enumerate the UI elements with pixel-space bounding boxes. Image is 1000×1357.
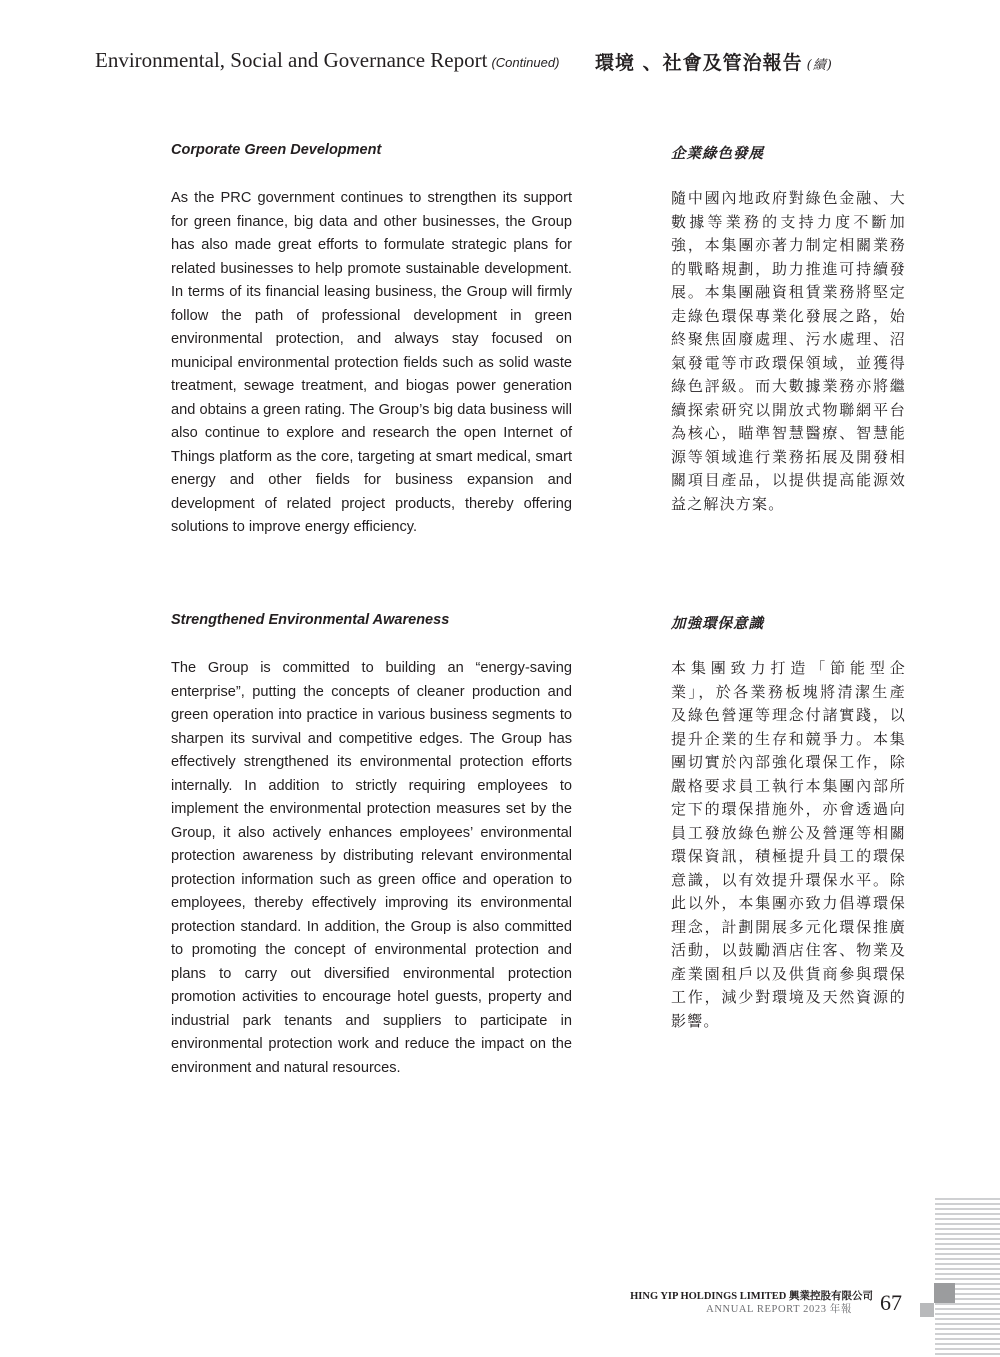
paragraph-en: The Group is committed to building an “energy-saving enterprise”, putting the concepts of cleaner production and green operation into practice in various business segments to sharpen its survival and competitive edges. The Group has effectively strengthened its environmental protection efforts internally. In addition to strictly requiring employees to implement the environmental protection measures set by the Group, it also actively enhances employees’ environmental protection awareness by distributing relevant environmental protection information such as green office and operation to employees, thereby effectively improving its environmental protection standard. In addition, the Group is also committed to promoting the concept of environmental protection and plans to carry out diversified environmental protection promotion activities to encourage hotel guests, property and industrial park tenants and suppliers to participate in environmental protection work and reduce the impact on the environment and natural resources.	[171, 660, 572, 1076]
section-body-en-corporate-green	[171, 187, 572, 540]
section-heading: Strengthened Environmental Awareness	[171, 612, 450, 628]
section-body-zh-corporate-green	[671, 187, 906, 516]
paragraph-en: As the PRC government continues to strengthen its support for green finance, big data and other businesses, the Group has also made great efforts to formulate strategic plans for related businesses to help promote sustainable development. In terms of its financial leasing business, the Group will firmly follow the path of professional development in green environmental protection, and always stay focused on municipal environmental protection fields such as solid waste treatment, sewage treatment, and biogas power generation and obtains a green rating. The Group’s big data business will also continue to explore and research the open Internet of Things platform as the core, targeting at smart medical, smart energy and other fields for business expansion and development of related project products, thereby offering solutions to improve energy efficiency.	[171, 190, 572, 535]
header-title-en-text: Environmental, Social and Governance Report	[95, 48, 488, 72]
paragraph-zh: 本集團致力打造「節能型企業」，於各業務板塊將清潔生產及綠色營運等理念付諸實踐，以提升企業的生存和競爭力。本集團切實於內部強化環保工作，除嚴格要求員工執行本集團內部所定下的環保措施外，亦會透過向員工發放綠色辦公及營運等相關環保資訊，積極提升員工的環保意識，以有效提升環保水平。除此以外，本集團亦致力倡導環保理念，計劃開展多元化環保推廣活動，以鼓勵酒店住客、物業及產業園租戶以及供貨商參與環保工作，減少對環境及天然資源的影響。	[671, 659, 906, 1030]
section-heading-en-environmental-awareness	[171, 612, 572, 628]
section-heading: Corporate Green Development	[171, 142, 382, 158]
page-number: 67	[880, 1290, 902, 1315]
footer-company-name: HING YIP HOLDINGS LIMITED 興業控股有限公司	[630, 1291, 873, 1302]
decorative-stripes	[935, 1198, 1000, 1357]
header-continued-zh: (續)	[806, 58, 833, 73]
header-title-zh	[595, 48, 833, 75]
header-continued-en: (Continued)	[491, 55, 560, 70]
page-header	[0, 46, 1000, 80]
section-heading-zh: 加強環保意識	[671, 616, 764, 632]
decorative-square-dark	[934, 1283, 955, 1303]
header-title-zh-text: 環境 、社會及管治報告	[595, 52, 803, 74]
section-heading-zh-corporate-green	[671, 142, 906, 163]
section-heading-zh-environmental-awareness	[671, 612, 906, 633]
section-heading-zh: 企業綠色發展	[671, 146, 764, 162]
header-title-en	[95, 48, 559, 73]
paragraph-zh: 隨中國內地政府對綠色金融、大數據等業務的支持力度不斷加強，本集團亦著力制定相關業務的戰略規劃，助力推進可持續發展。本集團融資租賃業務將堅定走綠色環保專業化發展之路，始終聚焦固廢處理、污水處理、沼氣發電等市政環保領域，並獲得綠色評級。而大數據業務亦將繼續探索研究以開放式物聯網平台為核心，瞄準智慧醫療、智慧能源等領域進行業務拓展及開發相關項目產品，以提供提高能源效益之解決方案。	[671, 189, 906, 513]
decorative-square-light	[920, 1303, 934, 1317]
section-body-en-environmental-awareness	[171, 657, 572, 1080]
section-body-zh-environmental-awareness	[671, 657, 906, 1033]
footer-report-name: ANNUAL REPORT 2023 年報	[706, 1304, 852, 1315]
section-heading-en-corporate-green	[171, 142, 572, 158]
